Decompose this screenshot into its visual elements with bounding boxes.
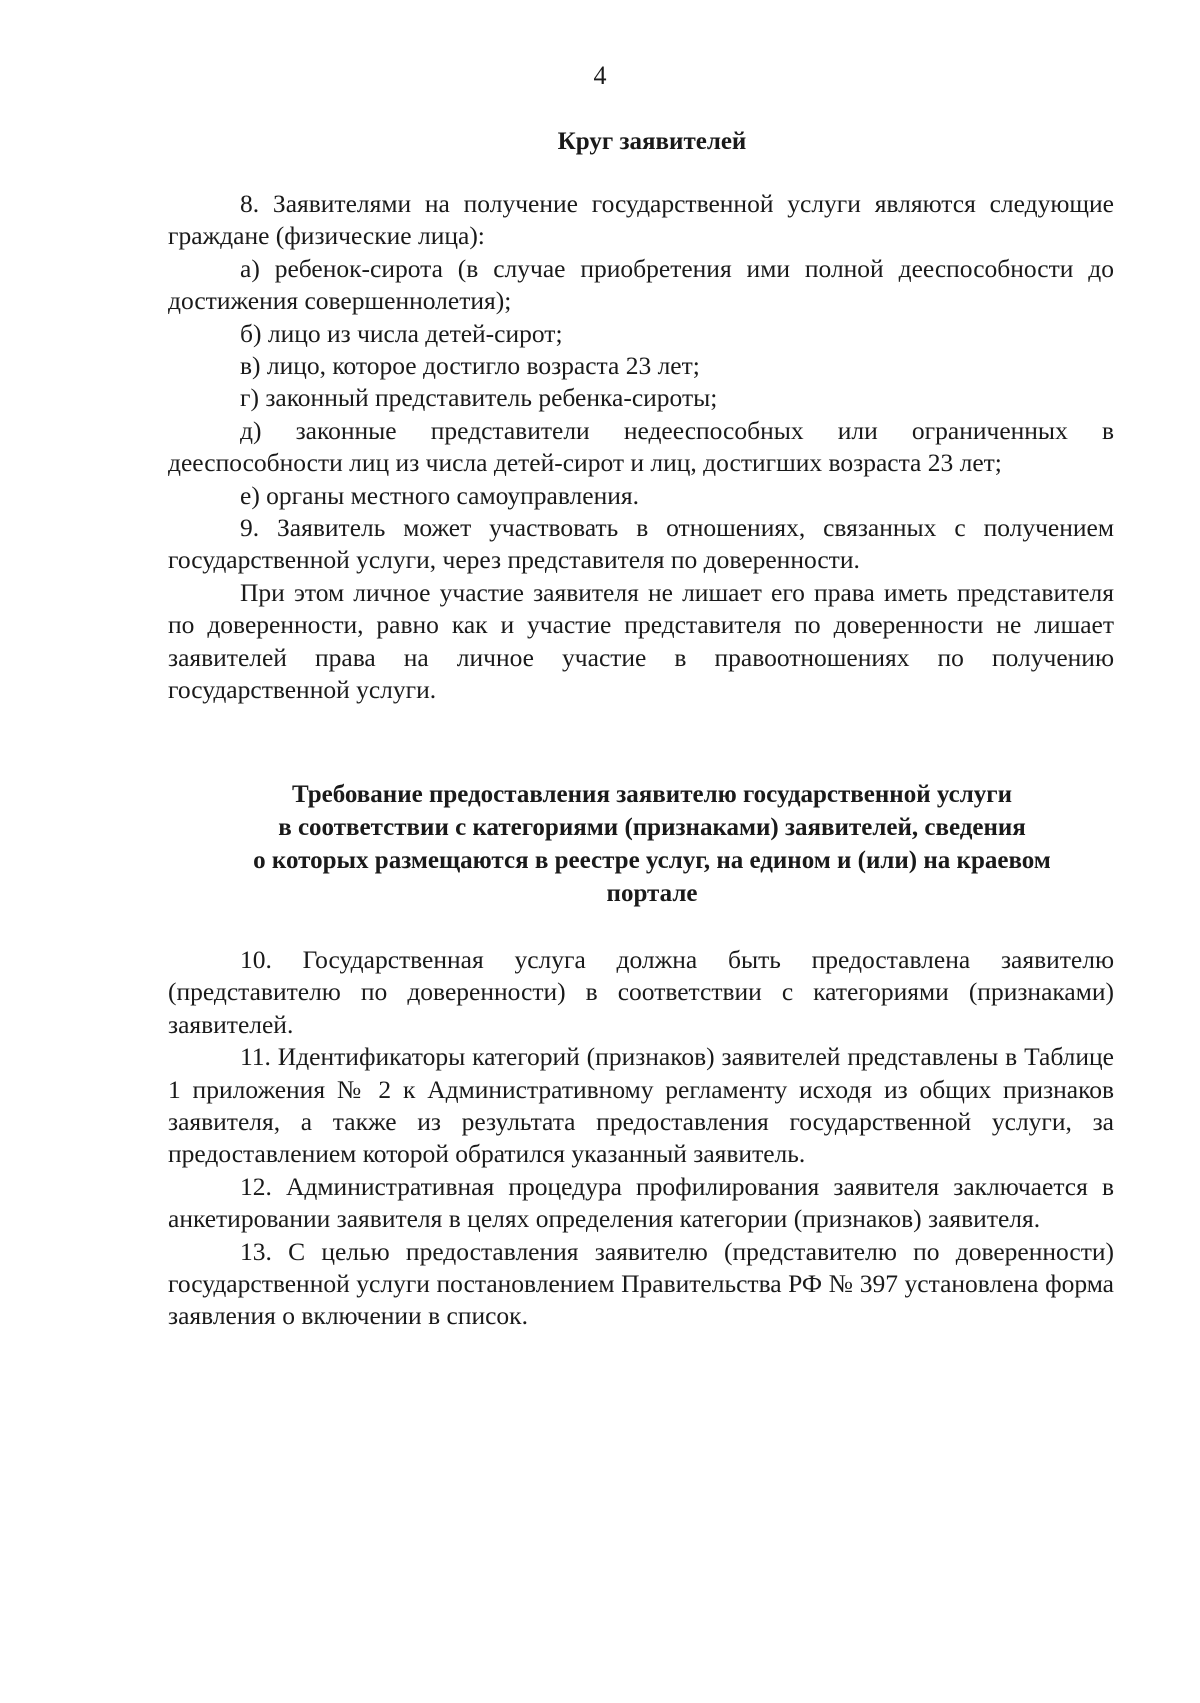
page-number: 4 bbox=[593, 61, 607, 90]
heading-line: Требование предоставления заявителю государственной услуги bbox=[292, 781, 1012, 808]
heading-line: портале bbox=[606, 880, 698, 907]
list-item-g: г) законный представитель ребенка-сироты; bbox=[240, 383, 718, 413]
paragraph-12: 12. Административная процедура профилирования заявителя заключается в анкетировании заявителя в целях определения категории (признаков) заявителя. bbox=[168, 1171, 1114, 1234]
section-applicants bbox=[168, 188, 1114, 707]
paragraph-13: 13. С целью предоставления заявителю (представителю по доверенности) государственной услуги постановлением Правительства РФ № 397 установлена форма заявления о включении в список. bbox=[168, 1236, 1114, 1331]
list-item-a: а) ребенок-сирота (в случае приобретения ими полной дееспособности до достижения совершеннолетия); bbox=[168, 253, 1114, 316]
section-heading-applicants: Круг заявителей bbox=[557, 128, 747, 155]
paragraph-10: 10. Государственная услуга должна быть предоставлена заявителю (представителю по доверенности) в соответствии с категориями (признаками) заявителей. bbox=[168, 945, 1114, 1039]
section-heading-requirements bbox=[168, 778, 1114, 910]
heading-line: в соответствии с категориями (признаками) заявителей, сведения bbox=[278, 814, 1026, 841]
list-item-v: в) лицо, которое достигло возраста 23 лет; bbox=[240, 351, 700, 381]
paragraph-11: 11. Идентификаторы категорий (признаков) заявителей представлены в Таблице 1 приложения № 2 к Административному регламенту исходя из общих признаков заявителя, а также из результата предоставления государственной услуги, за предоставлением которой обратился указанный заявитель. bbox=[168, 1042, 1114, 1169]
list-item-e: е) органы местного самоуправления. bbox=[240, 480, 639, 510]
section-requirements bbox=[168, 944, 1114, 1333]
list-item-b: б) лицо из числа детей-сирот; bbox=[240, 318, 563, 348]
list-item-d: д) законные представители недееспособных или ограниченных в дееспособности лиц из числа детей-сирот и лиц, достигших возраста 23 лет; bbox=[168, 415, 1114, 478]
paragraph-9: 9. Заявитель может участвовать в отношениях, связанных с получением государственной услуги, через представителя по доверенности. bbox=[168, 513, 1114, 575]
paragraph-8: 8. Заявителями на получение государственной услуги являются следующие граждане (физические лица): bbox=[168, 189, 1114, 251]
paragraph-9-continuation: При этом личное участие заявителя не лишает его права иметь представителя по доверенности, равно как и участие представителя по доверенности не лишает заявителей права на личное участие в правоотношениях по получению государственной услуги. bbox=[168, 577, 1114, 705]
heading-line: о которых размещаются в реестре услуг, на едином и (или) на краевом bbox=[253, 847, 1051, 874]
